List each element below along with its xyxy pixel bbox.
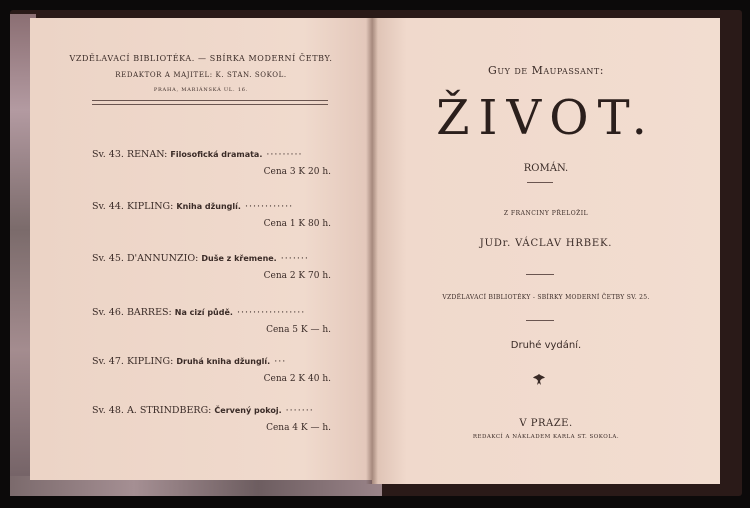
entry-title: Na cizí půdě. — [174, 308, 233, 317]
catalog-entry — [92, 356, 337, 384]
leader-dots: ········· — [262, 149, 303, 160]
catalog-entry — [92, 149, 337, 177]
entry-price: Cena 2 K 40 h. — [263, 374, 331, 384]
series-volume-note: VZDĚLAVACÍ BIBLIOTÉKY - SBÍRKY MODERNÍ ČETBY SV. 25. — [442, 294, 650, 301]
translated-from-note: Z FRANCINY PŘELOŽIL — [503, 210, 589, 217]
divider-short — [526, 320, 554, 321]
series-header-title: VZDĚLAVACÍ BIBLIOTÉKA. — SBÍRKA MODERNÍ ČETBY. — [69, 54, 333, 63]
printer-ornament-icon — [531, 372, 547, 388]
entry-volume: Sv. 47. — [92, 356, 124, 367]
entry-author: D'ANNUNZIO: — [126, 253, 199, 264]
entry-price: Cena 3 K 20 h. — [263, 167, 331, 177]
header-rule-top — [92, 100, 328, 101]
entry-title: Filosofická dramata. — [170, 150, 263, 159]
entry-author: KIPLING: — [126, 356, 174, 367]
catalog-entry — [92, 307, 337, 335]
entry-volume: Sv. 45. — [92, 253, 124, 264]
entry-title: Duše z křemene. — [201, 254, 277, 263]
entry-author: A. STRINDBERG: — [126, 405, 212, 416]
series-header-editor: REDAKTOR A MAJITEL: K. STAN. SOKOL. — [115, 71, 287, 79]
entry-volume: Sv. 46. — [92, 307, 124, 318]
entry-title: Červený pokoj. — [214, 406, 282, 415]
header-rule-bottom — [92, 104, 328, 105]
divider-short — [526, 274, 554, 275]
entry-volume: Sv. 43. — [92, 149, 124, 160]
divider-short — [527, 182, 553, 183]
book-author: Guy de Maupassant: — [488, 64, 604, 77]
entry-author: RENAN: — [126, 149, 168, 160]
catalog-entry — [92, 201, 337, 229]
edition-note: Druhé vydání. — [510, 340, 582, 351]
entry-author: BARRES: — [126, 307, 172, 318]
entry-title: Druhá kniha džunglí. — [176, 357, 271, 366]
entry-price: Cena 1 K 80 h. — [263, 219, 331, 229]
publication-place: V PRAZE. — [519, 418, 573, 429]
leader-dots: ················· — [232, 307, 306, 318]
leader-dots: ······· — [276, 253, 309, 264]
book-genre: ROMÁN. — [523, 163, 569, 174]
entry-volume: Sv. 48. — [92, 405, 124, 416]
series-header-address: PRAHA, MARIÁNSKÁ UL. 16. — [153, 87, 249, 93]
entry-author: KIPLING: — [126, 201, 174, 212]
book-title: ŽIVOT. — [436, 90, 656, 146]
entry-volume: Sv. 44. — [92, 201, 124, 212]
entry-title: Kniha džunglí. — [176, 202, 241, 211]
leader-dots: ··· — [270, 356, 287, 367]
leader-dots: ······· — [281, 405, 314, 416]
translator-name: JUDr. VÁCLAV HRBEK. — [479, 238, 613, 249]
catalog-entry — [92, 253, 337, 281]
entry-price: Cena 2 K 70 h. — [263, 271, 331, 281]
leader-dots: ············ — [240, 201, 294, 212]
entry-price: Cena 5 K — h. — [266, 325, 331, 335]
catalog-entry — [92, 405, 337, 433]
publisher-line: REDAKCÍ A NÁKLADEM KARLA ST. SOKOLA. — [472, 434, 620, 440]
entry-price: Cena 4 K — h. — [266, 423, 331, 433]
right-page — [372, 18, 720, 484]
